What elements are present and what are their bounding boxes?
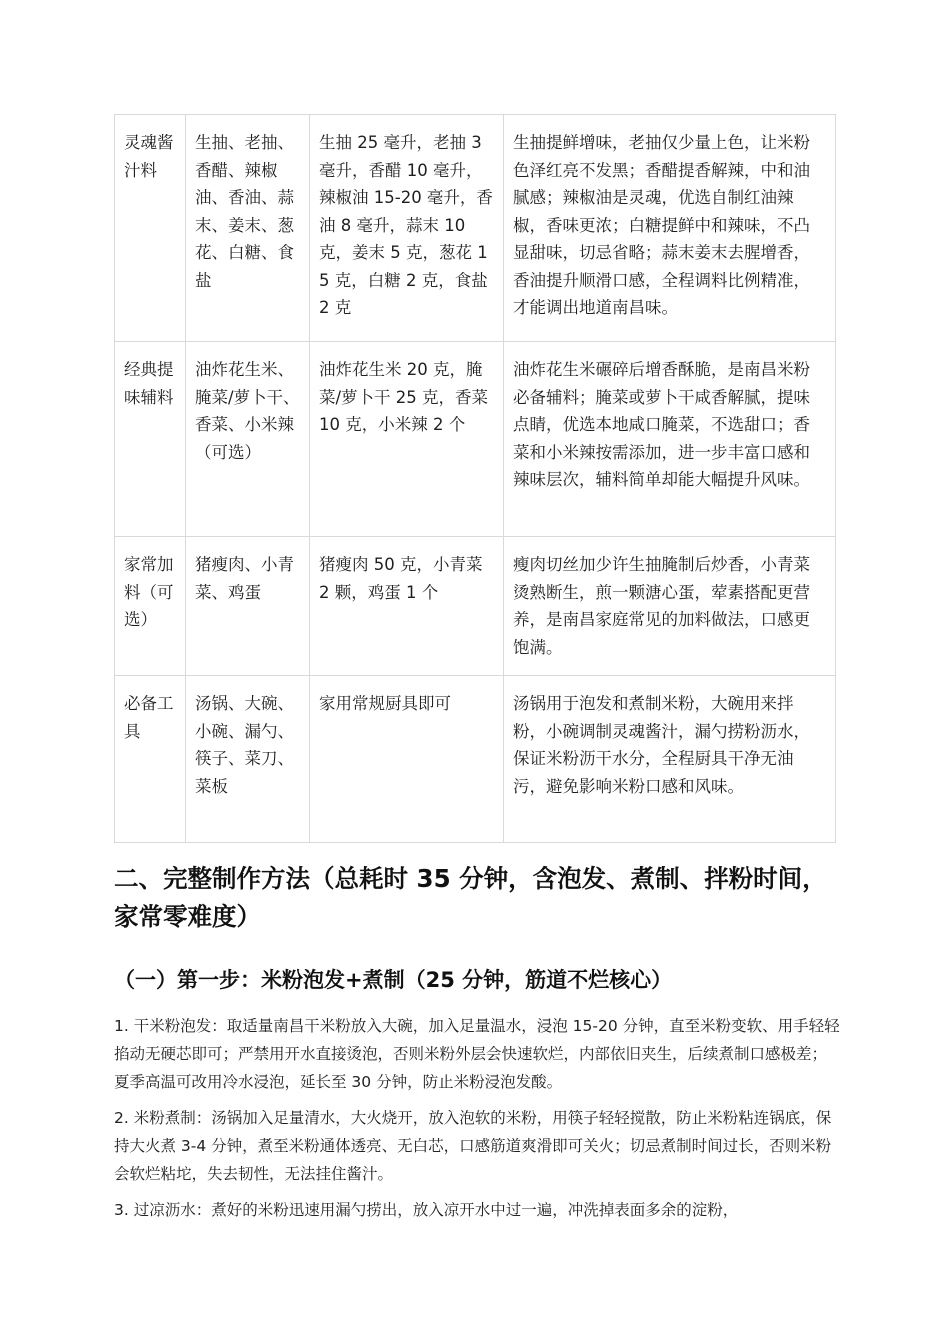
row-note: 生抽提鲜增味，老抽仅少量上色，让米粉色泽红亮不发黑；香醋提香解辣，中和油腻感；辣椒油是灵魂，优选自制红油辣椒，香味更浓；白糖提鲜中和辣味，不凸显甜味，切忌省略；蒜末姜末去腥增香，香油提升顺滑口感，全程调料比例精准，才能调出地道南昌味。 (504, 115, 836, 342)
steps-list (114, 1012, 840, 1232)
row-amount: 家用常规厨具即可 (310, 676, 504, 843)
table-row (115, 676, 836, 843)
row-note: 瘦肉切丝加少许生抽腌制后炒香，小青菜烫熟断生，煎一颗溏心蛋，荤素搭配更营养，是南昌家庭常见的加料做法，口感更饱满。 (504, 537, 836, 676)
row-note: 油炸花生米碾碎后增香酥脆，是南昌米粉必备辅料；腌菜或萝卜干咸香解腻，提味点睛，优选本地咸口腌菜，不选甜口；香菜和小米辣按需添加，进一步丰富口感和辣味层次，辅料简单却能大幅提升风味。 (504, 342, 836, 537)
row-amount: 猪瘦肉 50 克，小青菜 2 颗，鸡蛋 1 个 (310, 537, 504, 676)
ingredients-table (114, 114, 836, 843)
row-amount: 油炸花生米 20 克，腌菜/萝卜干 25 克，香菜 10 克，小米辣 2 个 (310, 342, 504, 537)
row-note: 汤锅用于泡发和煮制米粉，大碗用来拌粉，小碗调制灵魂酱汁，漏勺捞粉沥水，保证米粉沥干水分，全程厨具干净无油污，避免影响米粉口感和风味。 (504, 676, 836, 843)
row-category: 灵魂酱汁料 (115, 115, 186, 342)
list-item: 3. 过凉沥水：煮好的米粉迅速用漏勺捞出，放入凉开水中过一遍，冲洗掉表面多余的淀粉， (114, 1201, 739, 1219)
list-item: 1. 干米粉泡发：取适量南昌干米粉放入大碗，加入足量温水，浸泡 15-20 分钟，直至米粉变软、用手轻轻掐动无硬芯即可；严禁用开水直接烫泡，否则米粉外层会快速软烂，内部依旧夹生，后续煮制口感极差；夏季高温可改用冷水浸泡，延长至 30 分钟，防止米粉浸泡发酸。 (114, 1017, 840, 1091)
row-items: 生抽、老抽、香醋、辣椒油、香油、蒜末、姜末、葱花、白糖、食盐 (186, 115, 310, 342)
subsection-heading: （一）第一步：米粉泡发+煮制（25 分钟，筋道不烂核心） (114, 968, 673, 992)
row-items: 汤锅、大碗、小碗、漏勺、筷子、菜刀、菜板 (186, 676, 310, 843)
table-row (115, 342, 836, 537)
list-item: 2. 米粉煮制：汤锅加入足量清水，大火烧开，放入泡软的米粉，用筷子轻轻搅散，防止米粉粘连锅底，保持大火煮 3-4 分钟，煮至米粉通体透亮、无白芯，口感筋道爽滑即可关火；切忌煮制时间过长，否则米粉会软烂粘坨，失去韧性，无法挂住酱汁。 (114, 1109, 832, 1183)
table-row (115, 537, 836, 676)
row-items: 油炸花生米、腌菜/萝卜干、香菜、小米辣（可选） (186, 342, 310, 537)
row-items: 猪瘦肉、小青菜、鸡蛋 (186, 537, 310, 676)
row-category: 经典提味辅料 (115, 342, 186, 537)
row-amount: 生抽 25 毫升，老抽 3 毫升，香醋 10 毫升，辣椒油 15-20 毫升，香油 8 毫升，蒜末 10 克，姜末 5 克，葱花 15 克，白糖 2 克，食盐 2 克 (310, 115, 504, 342)
section-heading: 二、完整制作方法（总耗时 35 分钟，含泡发、煮制、拌粉时间，家常零难度） (114, 864, 827, 931)
table-row (115, 115, 836, 342)
row-category: 必备工具 (115, 676, 186, 843)
row-category: 家常加料（可选） (115, 537, 186, 676)
